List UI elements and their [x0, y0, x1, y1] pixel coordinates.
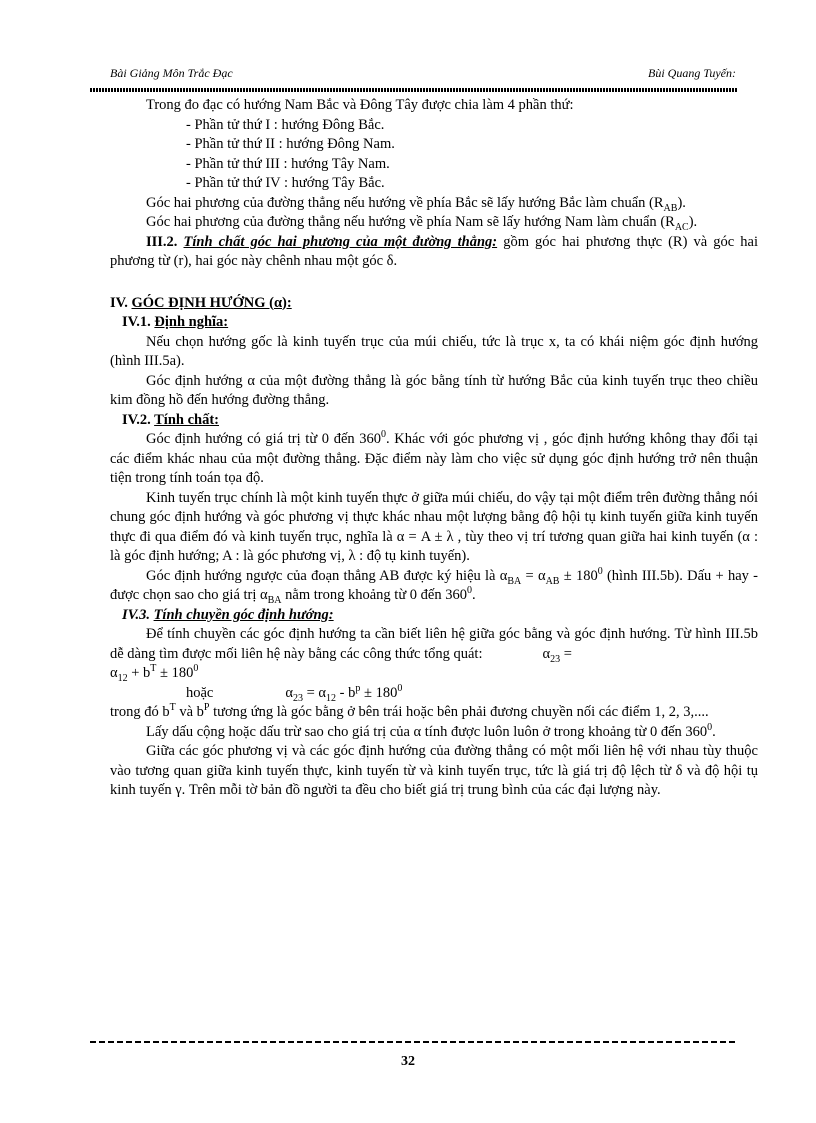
- paragraph-iv2-a: Góc định hướng có giá trị từ 0 đến $360^0$. Khác với góc phương vị , góc định hướng không thay đổi tại các điểm khác nhau của một đường thẳng. Đặc điểm này làm cho việc sử dụng góc định hướng trở nên thuận tiện trong tính toán tọa độ.: [110, 429, 758, 486]
- paragraph-quadrants-intro: Trong đo đạc có hướng Nam Bắc và Đông Tây được chia làm 4 phần thứ:: [146, 97, 574, 113]
- page-number: 32: [401, 1054, 415, 1069]
- paragraph-iv1-b: Góc định hướng α của một đường thẳng là góc bằng tính từ hướng Bắc của kinh tuyến trục theo chiều kim đồng hồ đến hướng đường thẳng.: [110, 372, 758, 408]
- formula-1: $\alpha_{12} + b^T \pm 180^0$: [110, 663, 199, 684]
- footer-divider: [90, 1041, 738, 1043]
- paragraph-south-reference: Góc hai phương của đường thẳng nếu hướng về phía Nam sẽ lấy hướng Nam làm chuẩn $(R_{AC})$.: [146, 214, 698, 233]
- list-item: - Phần tử thứ IV : hướng Tây Bắc.: [186, 175, 385, 191]
- header-author: Bùi Quang Tuyến:: [648, 66, 736, 80]
- header-divider: [90, 88, 738, 92]
- formula-alpha23-lhs: $\alpha_{23}$ =: [542, 645, 572, 665]
- list-item: - Phần tử thứ I : hướng Đông Bắc.: [186, 116, 385, 133]
- paragraph-iv3-a: Để tính chuyền các góc định hướng ta cần biết liên hệ giữa góc bằng và góc định hướng. Từ hình III.5b dễ dàng tìm được mối liên hệ này bằng các công thức tổng quát: $\alpha_{23}$ =: [110, 626, 758, 665]
- section-iv3-heading: IV.3. Tính chuyền góc định hướng:: [122, 606, 334, 623]
- paragraph-iv1-a: Nếu chọn hướng gốc là kinh tuyến trục của múi chiếu, tức là trục x, ta có khái niệm góc định hướng (hình III.5a).: [110, 333, 758, 369]
- section-iv-heading: IV. GÓC ĐỊNH HƯỚNG (α):: [110, 294, 292, 311]
- header-course-title: Bài Giảng Môn Trắc Đạc: [110, 66, 233, 80]
- page-body: [110, 96, 758, 801]
- quadrant-list: [110, 116, 758, 194]
- section-iv1-heading: IV.1. Định nghĩa:: [122, 314, 229, 330]
- section-iii2: III.2. Tính chất góc hai phương của một đường thẳng: gồm góc hai phương thực (R) và góc hai phương từ (r), hai góc này chênh nhau một góc δ.: [110, 233, 758, 269]
- page-header: [110, 64, 736, 86]
- paragraph-iv2-b: Kinh tuyến trục chính là một kinh tuyến thực ở giữa múi chiếu, do vậy tại một điểm trên đường thẳng nói chung góc định hướng và góc phương vị thực khác nhau một lượng bằng độ hội tụ kinh tuyến giữa kinh tuyến thực đi qua điểm đó và kinh tuyến trục, nghĩa là α = A ± λ , tùy theo vị trí tương quan giữa hai kinh tuyến (α : là góc định hướng; A : là góc phương vị, λ : độ tụ kinh tuyến).: [110, 489, 758, 564]
- section-iii2-title: Tính chất góc hai phương của một đường thẳng:: [183, 233, 498, 250]
- paragraph-iv2-c: Góc định hướng ngược của đoạn thẳng AB được ký hiệu là $\alpha_{BA} = \alpha_{AB} \pm 180^0$ (hình III.5b). Dấu + hay - được chọn sao cho giá trị $\alpha_{BA}$ nằm trong khoảng từ 0 đến $360^0$.: [110, 565, 759, 606]
- section-iv2-heading: IV.2. Tính chất:: [122, 411, 219, 428]
- list-item: - Phần tử thứ II : hướng Đông Nam.: [186, 136, 395, 152]
- paragraph-iv3-c: Lấy dấu cộng hoặc dấu trừ sao cho giá trị của α tính được luôn luôn ở trong khoảng từ 0 đến $360^0$.: [146, 721, 716, 740]
- paragraph-iv3-b: trong đó $b^T$ và $b^P$ tương ứng là góc bằng ở bên trái hoặc bên phải đương chuyền nối các điểm 1, 2, 3,....: [110, 702, 709, 720]
- list-item: - Phần tử thứ III : hướng Tây Nam.: [186, 155, 390, 172]
- paragraph-iv3-d: Giữa các góc phương vị và các góc định hướng của đường thẳng có một mối liên hệ với nhau tùy thuộc vào tương quan giữa kinh tuyến thực, kinh tuyến từ và kinh tuyến trục, tức là giá trị độ lệch từ δ và độ hội tụ kinh tuyến γ. Trên mỗi tờ bản đồ người ta đều cho biết giá trị trung bình của các đại lượng này.: [110, 743, 758, 798]
- paragraph-north-reference: Góc hai phương của đường thẳng nếu hướng về phía Bắc sẽ lấy hướng Bắc làm chuẩn $(R_{AB})$.: [146, 194, 686, 214]
- formula-2: hoặc $\alpha_{23} = \alpha_{12} - b^p \pm 180^0$: [186, 682, 403, 704]
